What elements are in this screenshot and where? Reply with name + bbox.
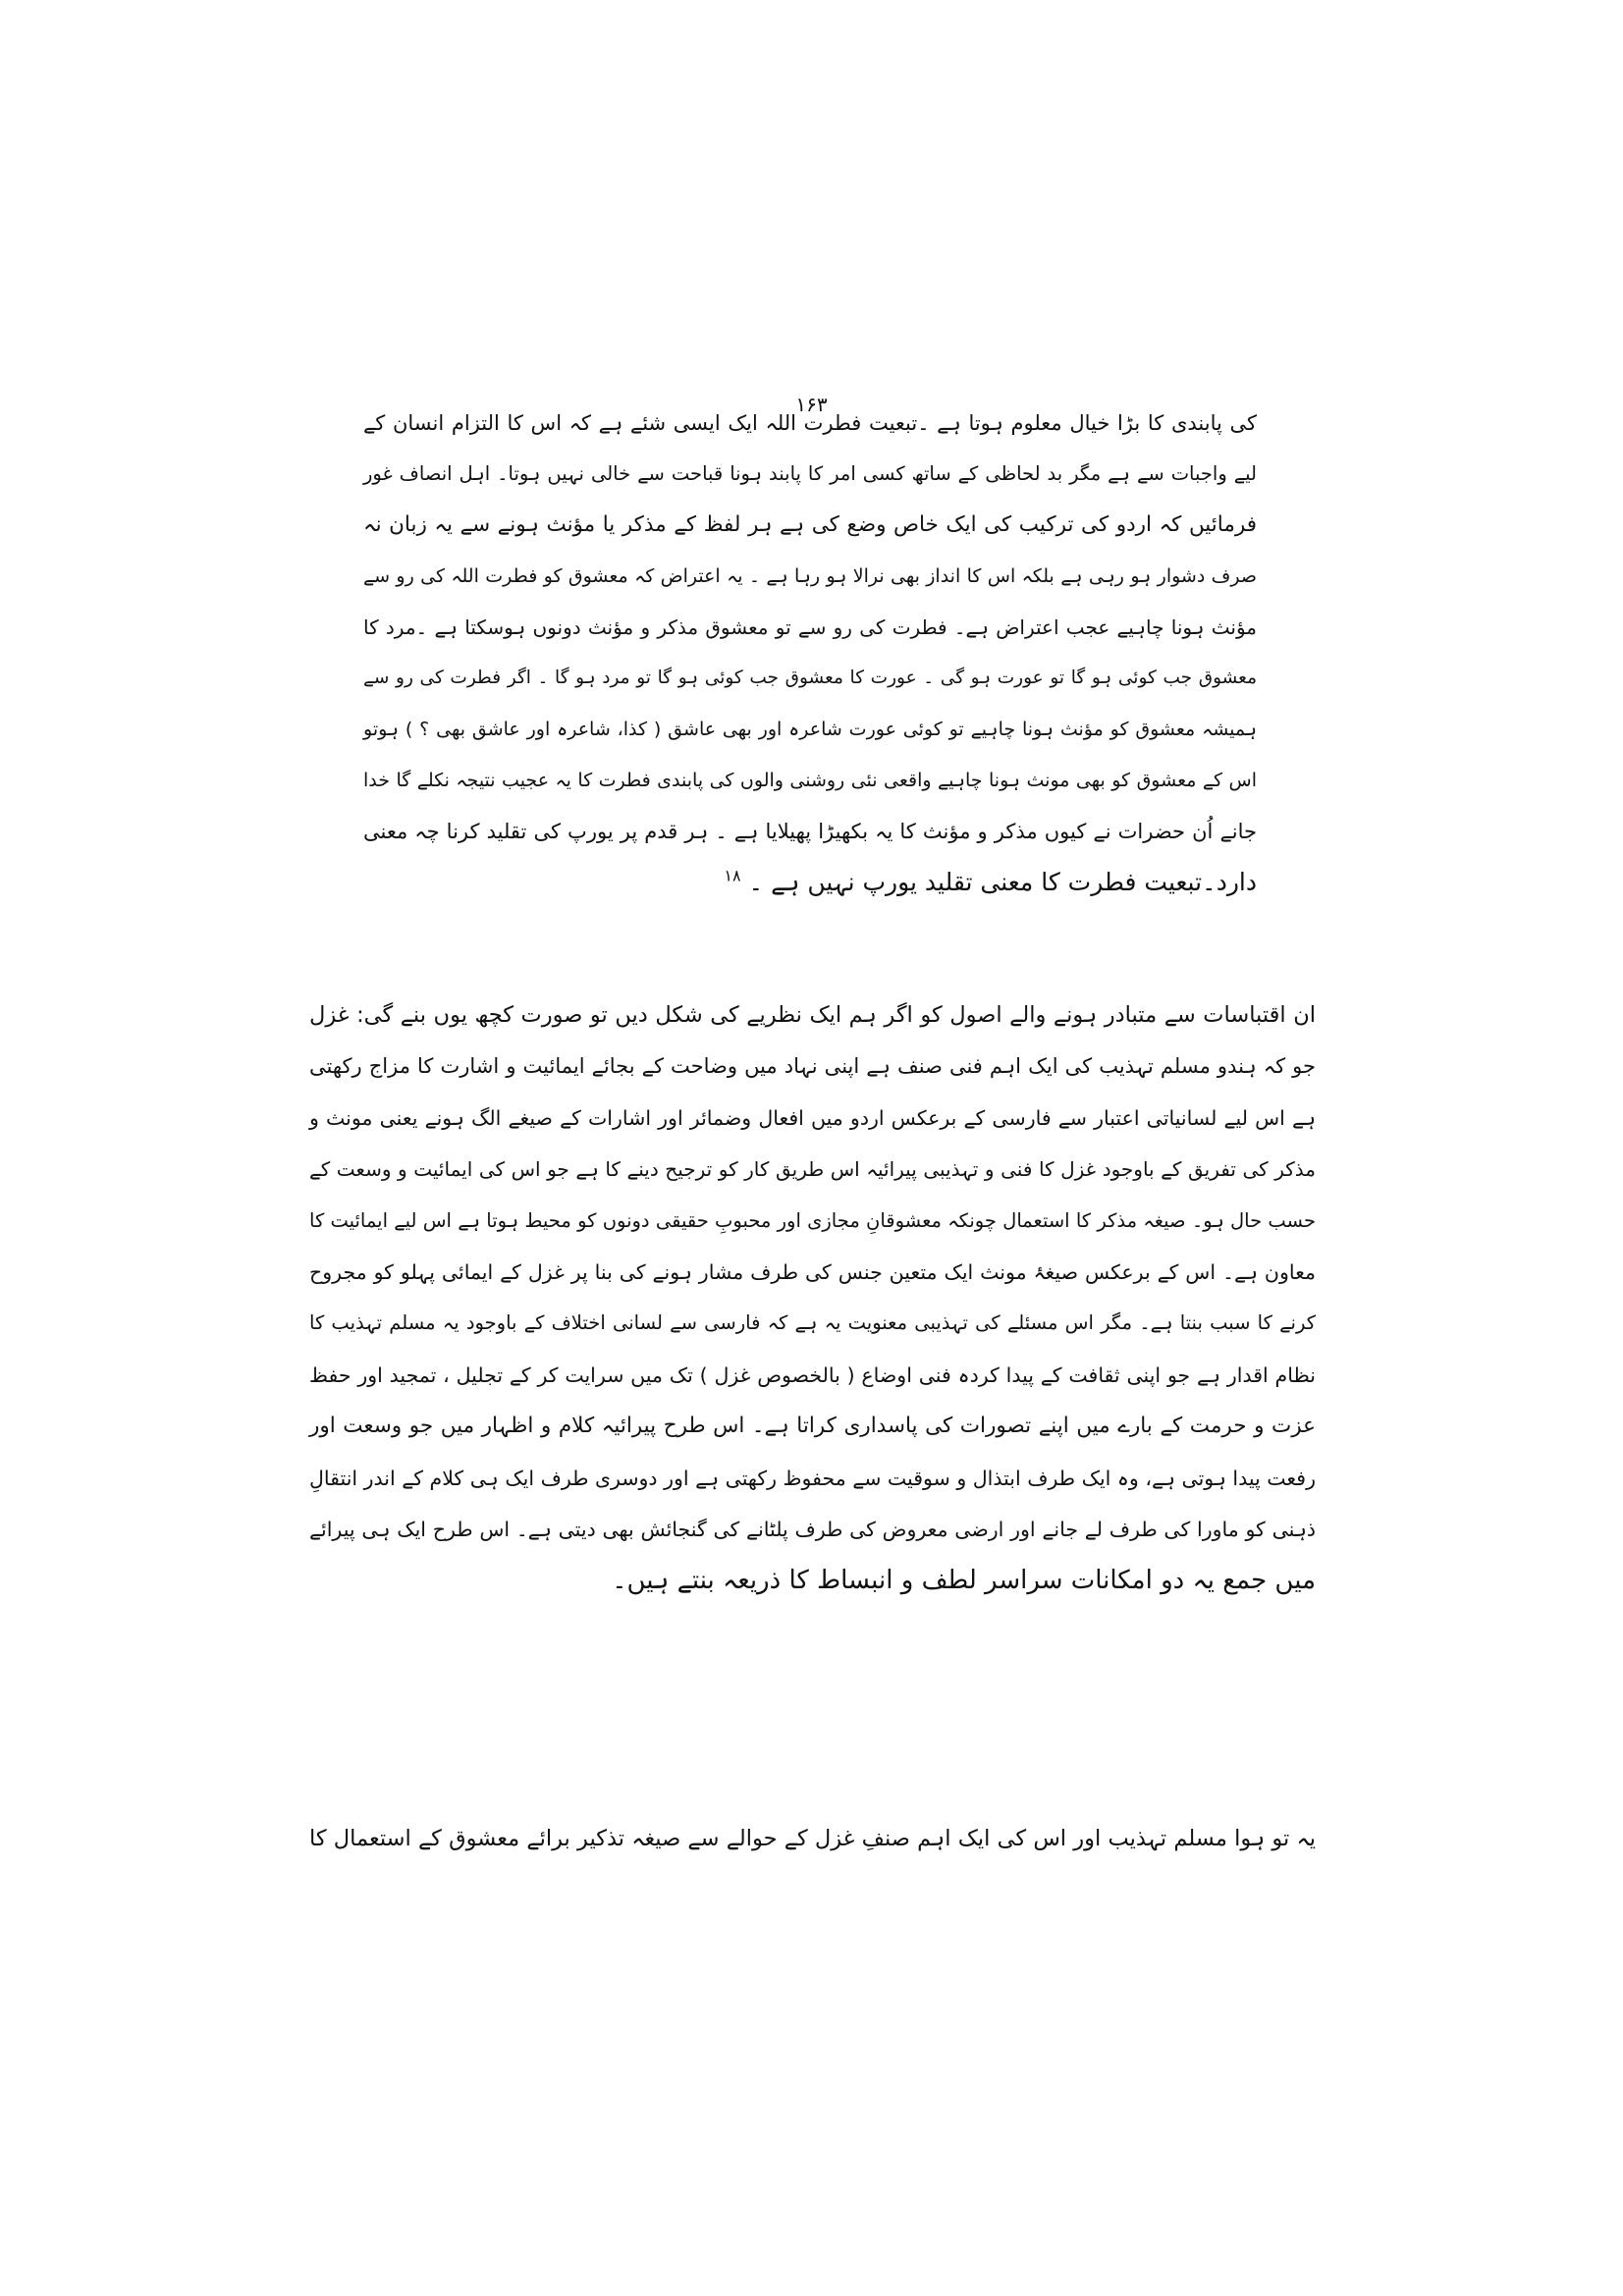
body-paragraph-1 [309, 989, 1316, 1607]
quote-line: جانے اُن حضرات نے کیوں مذکر و مؤنث کا یہ بکھیڑا پھیلایا ہے ۔ ہر قدم پر یورپ کی تقلید کرنا چہ معنی [363, 820, 1257, 843]
paragraph-line: معاون ہے۔ اس کے برعکس صیغۂ مونث ایک متعین جنس کی طرف مشار ہونے کی بنا پر غزل کے ایمائی پہلو کو مجروح [309, 1259, 1316, 1284]
paragraph-line: ذہنی کو ماورا کی طرف لے جانے اور ارضی معروض کی طرف پلٹانے کی گنجائش بھی دیتی ہے۔ اس طرح ایک ہی پیرائے [309, 1517, 1316, 1541]
quote-line: مؤنث ہونا چاہیے عجب اعتراض ہے۔ فطرت کی رو سے تو معشوق مذکر و مؤنث دونوں ہوسکتا ہے ۔مرد کا [363, 615, 1257, 639]
quote-line: کی پابندی کا بڑا خیال معلوم ہوتا ہے ۔تبعیت فطرت اللہ ایک ایسی شئے ہے کہ اس کا التزام انسان کے [363, 411, 1257, 435]
quote-line: صرف دشوار ہو رہی ہے بلکہ اس کا انداز بھی نرالا ہو رہا ہے ۔ یہ اعتراض کہ معشوق کو فطرت اللہ کی رو سے [363, 565, 1257, 587]
paragraph-line: ہے اس لیے لسانیاتی اعتبار سے فارسی کے برعکس اردو میں افعال وضمائر اور اشارات کے صیغے الگ ہونے یعنی مونث و [309, 1105, 1316, 1130]
quote-line: ہمیشہ معشوق کو مؤنث ہونا چاہیے تو کوئی عورت شاعرہ اور بھی عاشق ( کذا، شاعرہ اور عاشق بھی ؟ ) ہوتو [363, 719, 1257, 740]
paragraph-line: ان اقتباسات سے متبادر ہونے والے اصول کو اگر ہم ایک نظریے کی شکل دیں تو صورت کچھ یوں بنے گی: غزل [309, 1002, 1316, 1028]
quote-line-text: دارد۔تبعیت فطرت کا معنی تقلید یورپ نہیں ہے ۔ [748, 868, 1257, 896]
paragraph-line: میں جمع یہ دو امکانات سراسر لطف و انبساط کا ذریعہ بنتے ہیں۔ [612, 1566, 1316, 1596]
paragraph-line: یہ تو ہوا مسلم تہذیب اور اس کی ایک اہم صنفِ غزل کے حوالے سے صیغہ تذکیر برائے معشوق کے استعمال کا [309, 1826, 1316, 1851]
paragraph-line: مذکر کی تفریق کے باوجود غزل کا فنی و تہذیبی پیرائیہ اس طریق کار کو ترجیح دینے کا ہے جو اس کی ایمائیت و وسعت کے [309, 1157, 1316, 1182]
paragraph-line: نظام اقدار ہے جو اپنی ثقافت کے پیدا کردہ فنی اوضاع ( بالخصوص غزل ) تک میں سرایت کر کے تجلیل ، تمجید اور حفظ [309, 1362, 1316, 1387]
block-quote [363, 398, 1257, 908]
quote-line: اس کے معشوق کو بھی مونث ہونا چاہیے واقعی نئی روشنی والوں کی پابندی فطرت کا یہ عجیب نتیجہ نکلے گا خدا [363, 770, 1257, 791]
quote-line: معشوق جب کوئی ہو گا تو عورت ہو گی ۔ عورت کا معشوق جب کوئی ہو گا تو مرد ہو گا ۔ اگر فطرت کی رو سے [363, 667, 1257, 688]
quote-last-line [363, 857, 1257, 908]
quote-line: فرمائیں کہ اردو کی ترکیب کی ایک خاص وضع کی ہے ہر لفظ کے مذکر یا مؤنث ہونے سے یہ زبان نہ [363, 512, 1257, 537]
paragraph-line: کرنے کا سبب بنتا ہے۔ مگر اس مسئلے کی تہذیبی معنویت یہ ہے کہ فارسی سے لسانی اختلاف کے باوجود یہ مسلم تہذیب کا [309, 1311, 1316, 1335]
body-paragraph-2 [309, 1813, 1316, 1864]
quote-line: لیے واجبات سے ہے مگر بد لحاظی کے ساتھ کسی امر کا پابند ہونا قباحت سے خالی نہیں ہوتا۔ اہل انصاف غور [363, 462, 1257, 485]
page-number: ۱۶۳ [795, 393, 828, 416]
paragraph-line: حسب حال ہو۔ صیغہ مذکر کا استعمال چونکہ معشوقانِ مجازی اور محبوبِ حقیقی دونوں کو محیط ہوتا ہے اس لیے ایمائیت کا [309, 1208, 1316, 1232]
paragraph-line: جو کہ ہندو مسلم تہذیب کی ایک اہم فنی صنف ہے اپنی نہاد میں وضاحت کے بجائے ایمائیت و اشارت کا مزاج رکھتی [309, 1054, 1316, 1079]
paragraph-line: رفعت پیدا ہوتی ہے، وہ ایک طرف ابتذال و سوقیت سے محفوظ رکھتی ہے اور دوسری طرف ایک ہی کلام کے اندر انتقالِ [309, 1466, 1316, 1490]
footnote-reference[interactable]: ۱۸ [724, 866, 741, 885]
paragraph-line: عزت و حرمت کے بارے میں اپنے تصورات کی پاسداری کراتا ہے۔ اس طرح پیرائیہ کلام و اظہار میں جو وسعت اور [309, 1414, 1316, 1439]
